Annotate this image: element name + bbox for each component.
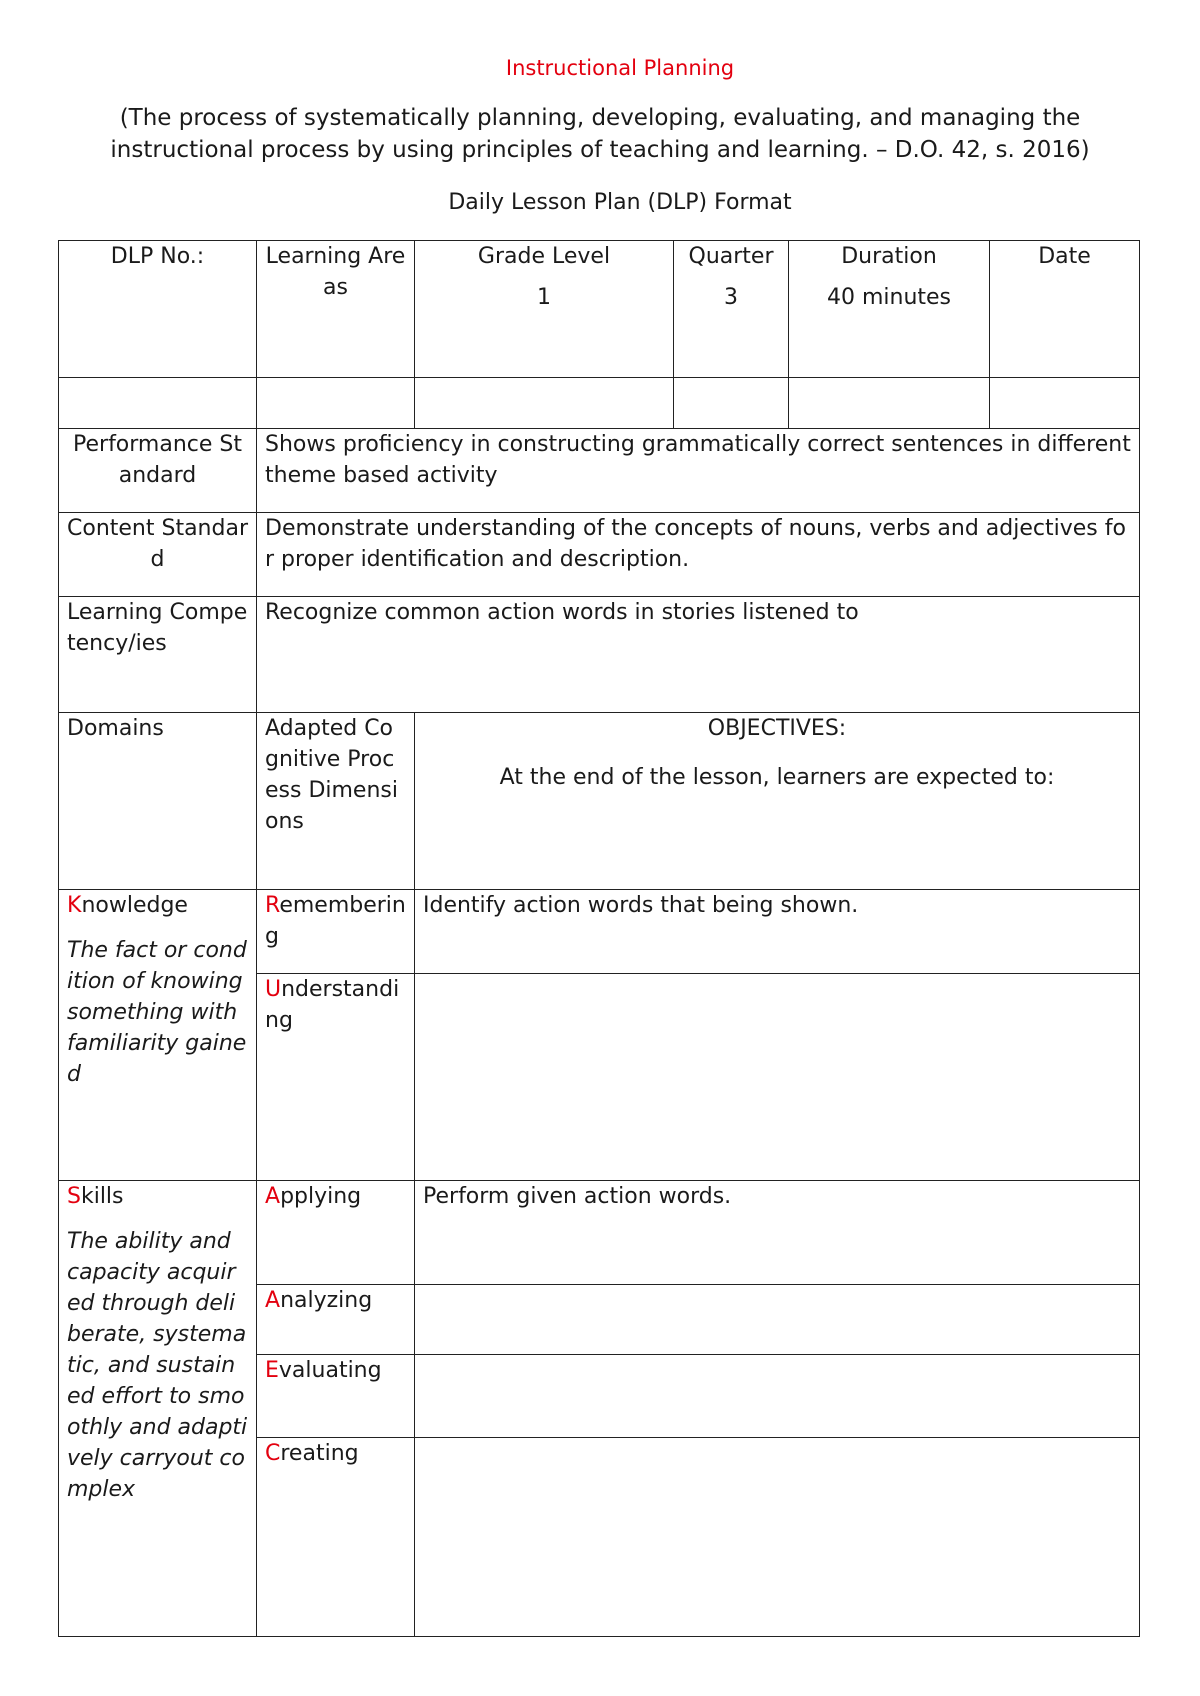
dlp-no-cell [59,241,257,378]
content-standard-label: Content Standard [59,513,257,597]
remembering-label: emembering [265,892,406,949]
document-title: Instructional Planning [505,56,735,80]
performance-standard-label: Performance Standard [59,429,257,513]
quarter-cell [674,241,789,378]
learning-areas-value-cell [257,378,415,429]
evaluating-initial: E [265,1357,279,1383]
date-value-cell [990,378,1140,429]
dlp-no-value-cell [59,378,257,429]
analyzing-objective [415,1285,1140,1354]
learning-competency-text: Recognize common action words in stories listened to [257,597,1140,712]
understanding-cell [257,973,415,1180]
understanding-initial: U [265,976,282,1002]
domains-header-row [59,712,1140,889]
knowledge-initial: K [67,892,82,918]
creating-objective [415,1437,1140,1636]
quarter-value: 3 [724,285,738,310]
dlp-table [58,240,1140,1637]
remembering-cell [257,889,415,973]
dlp-no-label: DLP No.: [110,244,205,269]
objectives-title: OBJECTIVES: [707,715,847,741]
document-subtitle: Daily Lesson Plan (DLP) Format [448,190,792,215]
objectives-header-cell [415,712,1140,889]
skills-label: kills [80,1184,124,1210]
performance-standard-text: Shows proficiency in constructing grammatically correct sentences in different theme based activity [257,429,1140,513]
duration-value-cell [789,378,990,429]
analyzing-cell [257,1285,415,1354]
objectives-lead: At the end of the lesson, learners are expected to: [499,764,1055,790]
remembering-objective: Identify action words that being shown. [415,889,1140,973]
applying-row [59,1181,1140,1285]
learning-areas-label: Learning Areas [265,244,406,300]
applying-cell [257,1181,415,1285]
duration-value: 40 minutes [826,285,952,310]
grade-level-value: 1 [537,285,551,310]
grade-level-cell [415,241,674,378]
remembering-initial: R [265,892,280,918]
date-label: Date [1038,244,1091,269]
learning-competency-label: Learning Competency/ies [59,597,257,712]
skills-initial: S [67,1184,81,1210]
analyzing-initial: A [265,1288,281,1314]
creating-cell [257,1437,415,1636]
knowledge-label: nowledge [81,892,188,918]
info-header-row [59,241,1140,378]
evaluating-objective [415,1354,1140,1437]
skills-description: The ability and capacity acquired through deliberate, systematic, and sustained effort to smoothly and adaptively carryout complex [67,1229,248,1503]
understanding-objective [415,973,1140,1180]
domains-label: Domains [59,712,257,889]
content-standard-text: Demonstrate understanding of the concepts of nouns, verbs and adjectives for proper identification and description. [257,513,1140,597]
evaluating-label: valuating [278,1357,382,1383]
quarter-value-cell [674,378,789,429]
cognitive-process-label: Adapted Cognitive Process Dimensions [257,712,415,889]
applying-initial: A [265,1184,281,1210]
analyzing-label: nalyzing [280,1288,373,1314]
date-cell [990,241,1140,378]
evaluating-cell [257,1354,415,1437]
content-standard-row [59,513,1140,597]
applying-objective: Perform given action words. [415,1181,1140,1285]
grade-level-value-cell [415,378,674,429]
knowledge-domain-cell [59,889,257,1180]
understanding-label: nderstanding [265,976,400,1033]
info-value-row [59,378,1140,429]
creating-initial: C [265,1440,281,1466]
creating-label: reating [280,1440,359,1466]
skills-domain-cell [59,1181,257,1637]
quarter-label: Quarter [688,244,774,269]
knowledge-description: The fact or condition of knowing something with familiarity gained [67,937,247,1087]
document-intro: (The process of systematically planning, developing, evaluating, and managing the instructional process by using principles of teaching and learning. – D.O. 42, s. 2016) [110,105,1090,163]
remembering-row [59,889,1140,973]
duration-cell [789,241,990,378]
grade-level-label: Grade Level [477,244,611,269]
learning-areas-cell [257,241,415,378]
learning-competency-row [59,597,1140,712]
duration-label: Duration [841,244,937,269]
applying-label: pplying [280,1184,362,1210]
performance-standard-row [59,429,1140,513]
